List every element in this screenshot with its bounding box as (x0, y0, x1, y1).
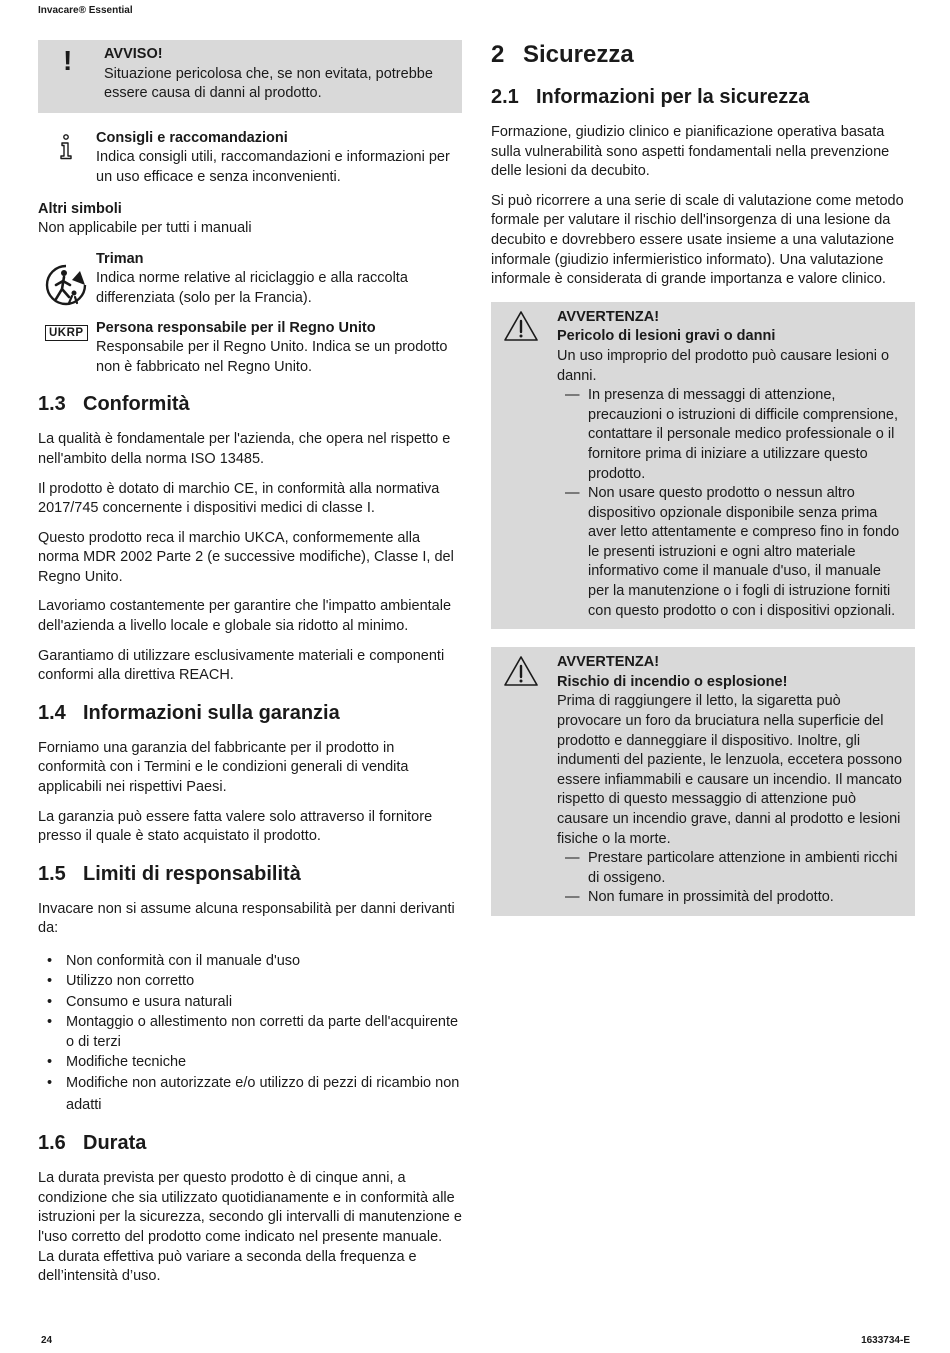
list-item: • Modifiche tecniche (38, 1053, 462, 1073)
tips-symbol (38, 129, 462, 188)
section-1-6-heading: 1.6 Durata (38, 1132, 147, 1155)
ukrp-title: Persona responsabile per il Regno Unito (96, 319, 376, 336)
ukrp-badge: UKRP (45, 325, 88, 341)
s14-paragraph: La garanzia può essere fatta valere solo attraverso il fornitore presso il quale è stato acquistato il prodotto. (38, 808, 433, 845)
warning-triangle-icon (503, 310, 539, 342)
list-item: • Utilizzo non corretto (38, 972, 462, 992)
s13-paragraph: La qualità è fondamentale per l'azienda, che opera nel rispetto e nell'ambito della norma ISO 13485. (38, 431, 451, 467)
s13-paragraph: Il prodotto è dotato di marchio CE, in conformità alla normativa 2017/745 concernente i dispositivi medici di classe I. (38, 480, 440, 517)
section-2-1-heading: 2.1 Informazioni per la sicurezza (491, 86, 810, 108)
ukrp-symbol (38, 319, 462, 378)
ukrp-text: Responsabile per il Regno Unito. Indica se un prodotto non è fabbricato nel Regno Unito. (96, 339, 448, 375)
list-item: • Consumo e usura naturali (38, 993, 462, 1013)
s13-paragraph: Lavoriamo costantemente per garantire che l'impatto ambientale dell'azienda a livello locale e globale sia ridotto al minimo. (38, 598, 452, 635)
list-item: • Modifiche non autorizzate e/o utilizzo di pezzi di ricambio non adatti (38, 1073, 462, 1116)
triman-title: Triman (96, 250, 144, 267)
notice-title: AVVISO! (104, 46, 163, 62)
other-symbols-subtitle: Non applicabile per tutti i manuali (38, 220, 252, 237)
triman-icon (44, 263, 88, 307)
s21-paragraph: Si può ricorrere a una serie di scale di valutazione come metodo formale per valutare il rischio dell'insorgenza di una lesione da decubito e dovrebbero essere usate insieme a una valutazione informale (giudizio infermieristico informato). Una valutazione informale è considerata di grande importanza e valore clinico. (491, 192, 904, 288)
section-1-4-heading: 1.4 Informazioni sulla garanzia (38, 701, 340, 724)
other-symbols-title: Altri simboli (38, 200, 122, 217)
triman-symbol (38, 250, 462, 309)
s14-paragraph: Forniamo una garanzia del fabbricante per il prodotto in conformità con i Termini e le condizioni generali di vendita applicabili nei rispettivi Paesi. (38, 739, 409, 796)
s21-paragraph: Formazione, giudizio clinico e pianificazione operativa basata sulla vulnerabilità sono aspetti fondamentali nella prevenzione delle lesioni da decubito. (491, 124, 890, 180)
section-1-3-heading: 1.3 Conformità (38, 393, 190, 416)
left-column (38, 40, 462, 1297)
list-item: — In presenza di messaggi di attenzione, precauzioni o istruzioni di difficile comprensione, contattare il personale medico professionale o il fornitore prima di iniziare a utilizzare questo prodotto. (557, 386, 905, 484)
warning-subtitle: Pericolo di lesioni gravi o danni (557, 328, 776, 345)
list-item: — Prestare particolare attenzione in ambienti ricchi di ossigeno. (557, 849, 905, 888)
warning-title: AVVERTENZA! (557, 654, 660, 671)
s13-paragraph: Questo prodotto reca il marchio UKCA, conformemente alla norma MDR 2002 Parte 2 (e successive modifiche), Classe I, del Regno Unito. (38, 529, 454, 585)
warning-box-fire (491, 647, 915, 916)
list-item: • Non conformità con il manuale d'uso (38, 952, 462, 972)
list-item: — Non usare questo prodotto o nessun altro dispositivo opzionale disponibile senza prima aver letto attentamente e compreso fino in fondo le presenti istruzioni e ogni altro materiale informativo come il manuale d'uso, il manuale per la manutenzione o i fogli di istruzione forniti con questo prodotto o con i dispositivi opzionali. (557, 484, 905, 621)
tips-text: Indica consigli utili, raccomandazioni e informazioni per un uso efficace e senza inconvenienti. (96, 149, 450, 185)
s15-intro: Invacare non si assume alcuna responsabilità per danni derivanti da: (38, 900, 455, 937)
warning-box-injury (491, 302, 915, 630)
warning-subtitle: Rischio di incendio o esplosione! (557, 673, 788, 690)
liability-list (38, 952, 462, 1116)
tips-title: Consigli e raccomandazioni (96, 129, 288, 146)
warning-title: AVVERTENZA! (557, 308, 660, 325)
running-header: Invacare® Essential (38, 5, 133, 16)
list-item: • Montaggio o allestimento non corretti da parte dell'acquirente o di terzi (38, 1013, 462, 1053)
document-code: 1633734-E (861, 1335, 910, 1346)
warning-text: Prima di raggiungere il letto, la sigaretta può provocare un foro da bruciatura nella superficie del prodotto e danneggiare il dispositivo. Inoltre, gli indumenti del paziente, le lenzuola, eccetera possono essere infiammabili e causare un incendio. Il mancato rispetto di questo messaggio di attenzione può causare un incendio grave, danni al prodotto e lesioni fisiche o la morte. (557, 693, 903, 847)
warning-list (557, 386, 905, 621)
notice-text: Situazione pericolosa che, se non evitata, potrebbe essere causa di danni al prodotto. (104, 65, 433, 102)
chapter-2-heading: 2 Sicurezza (491, 41, 634, 68)
info-icon (58, 134, 74, 160)
warning-triangle-icon (503, 655, 539, 687)
triman-text: Indica norme relative al riciclaggio e alla raccolta differenziata (solo per la Francia). (96, 270, 408, 306)
page-number: 24 (41, 1335, 53, 1346)
right-column (491, 40, 915, 934)
exclamation-icon: ! (63, 45, 73, 76)
warning-list (557, 849, 905, 908)
section-1-5-heading: 1.5 Limiti di responsabilità (38, 862, 301, 885)
s16-paragraph: La durata prevista per questo prodotto è di cinque anni, a condizione che sia utilizzato quotidianamente e in conformità alle istruzioni per la sicurezza, secondo gli intervalli di manutenzione e l'uso corretto del prodotto come indicato nel presente manuale. La durata effettiva può variare a seconda della frequenza e dell’intensità d’uso. (38, 1170, 462, 1285)
s13-paragraph: Garantiamo di utilizzare esclusivamente materiali e componenti conformi alla direttiva REACH. (38, 647, 445, 684)
warning-text: Un uso improprio del prodotto può causare lesioni o danni. (557, 347, 890, 384)
notice-box (38, 40, 462, 113)
list-item: — Non fumare in prossimità del prodotto. (557, 888, 905, 908)
